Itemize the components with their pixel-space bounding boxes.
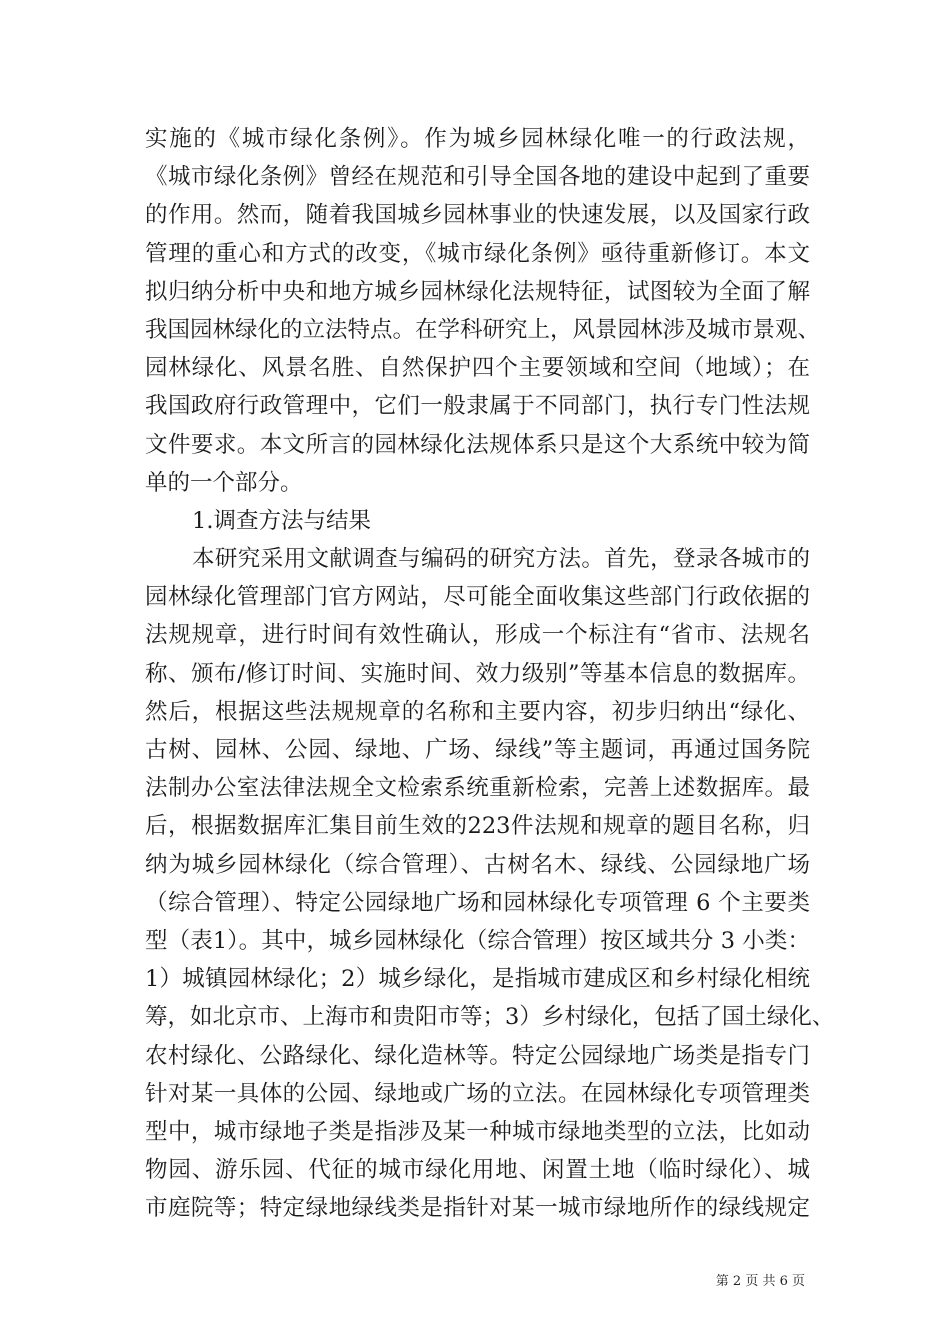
text-line: 我国园林绿化的立法特点。在学科研究上，风景园林涉及城市景观、 [145, 316, 821, 343]
text-line: 实施的《城市绿化条例》。作为城乡园林绿化唯一的行政法规， [145, 126, 810, 152]
text-line: 法规规章，进行时间有效性确认，形成一个标注有“省市、法规名 [145, 622, 810, 649]
section-heading: 1.调查方法与结果 [192, 507, 371, 534]
text-line: 型（表1）。其中，城乡园林绿化（综合管理）按区域共分 3 小类： [145, 927, 810, 954]
text-line: 称、颁布/修订时间、实施时间、效力级别”等基本信息的数据库。 [145, 660, 810, 687]
text-line: 筹，如北京市、上海市和贵阳市等；3）乡村绿化，包括了国土绿化、 [145, 1004, 835, 1031]
text-line: 的作用。然而，随着我国城乡园林事业的快速发展，以及国家行政 [145, 202, 810, 229]
text-line: 我国政府行政管理中，它们一般隶属于不同部门，执行专门性法规 [145, 393, 810, 420]
text-line: 然后，根据这些法规规章的名称和主要内容，初步归纳出“绿化、 [145, 698, 810, 725]
text-line: 《城市绿化条例》曾经在规范和引导全国各地的建设中起到了重要 [145, 164, 810, 191]
text-line: （综合管理）、特定公园绿地广场和园林绿化专项管理 6 个主要类 [145, 889, 810, 916]
text-line: 1）城镇园林绿化；2）城乡绿化，是指城市建成区和乡村绿化相统 [145, 966, 810, 993]
text-line: 单的一个部分。 [145, 469, 303, 496]
text-line: 针对某一具体的公园、绿地或广场的立法。在园林绿化专项管理类 [145, 1080, 810, 1107]
text-line: 文件要求。本文所言的园林绿化法规体系只是这个大系统中较为简 [145, 431, 810, 458]
text-line: 古树、园林、公园、绿地、广场、绿线”等主题词，再通过国务院 [145, 737, 810, 763]
text-line: 管理的重心和方式的改变，《城市绿化条例》亟待重新修订。本文 [145, 240, 810, 267]
text-line: 物园、游乐园、代征的城市绿化用地、闲置土地（临时绿化）、城 [145, 1157, 810, 1184]
body-text [145, 120, 835, 1227]
text-line: 纳为城乡园林绿化（综合管理）、古树名木、绿线、公园绿地广场 [145, 851, 810, 878]
text-line: 市庭院等；特定绿地绿线类是指针对某一城市绿地所作的绿线规定 [145, 1195, 810, 1222]
text-line: 型中，城市绿地子类是指涉及某一种城市绿地类型的立法，比如动 [145, 1118, 810, 1145]
page-number-footer: 第 2 页 共 6 页 [715, 1274, 805, 1289]
text-line: 园林绿化、风景名胜、自然保护四个主要领域和空间（地域）；在 [145, 355, 810, 382]
text-line: 法制办公室法律法规全文检索系统重新检索，完善上述数据库。最 [145, 775, 810, 802]
text-line: 农村绿化、公路绿化、绿化造林等。特定公园绿地广场类是指专门 [145, 1042, 810, 1069]
text-line: 园林绿化管理部门官方网站，尽可能全面收集这些部门行政依据的 [145, 584, 810, 611]
text-line: 拟归纳分析中央和地方城乡园林绿化法规特征，试图较为全面了解 [145, 278, 810, 305]
text-line: 本研究采用文献调查与编码的研究方法。首先，登录各城市的 [192, 546, 810, 573]
text-line: 后，根据数据库汇集目前生效的223件法规和规章的题目名称，归 [145, 813, 810, 840]
